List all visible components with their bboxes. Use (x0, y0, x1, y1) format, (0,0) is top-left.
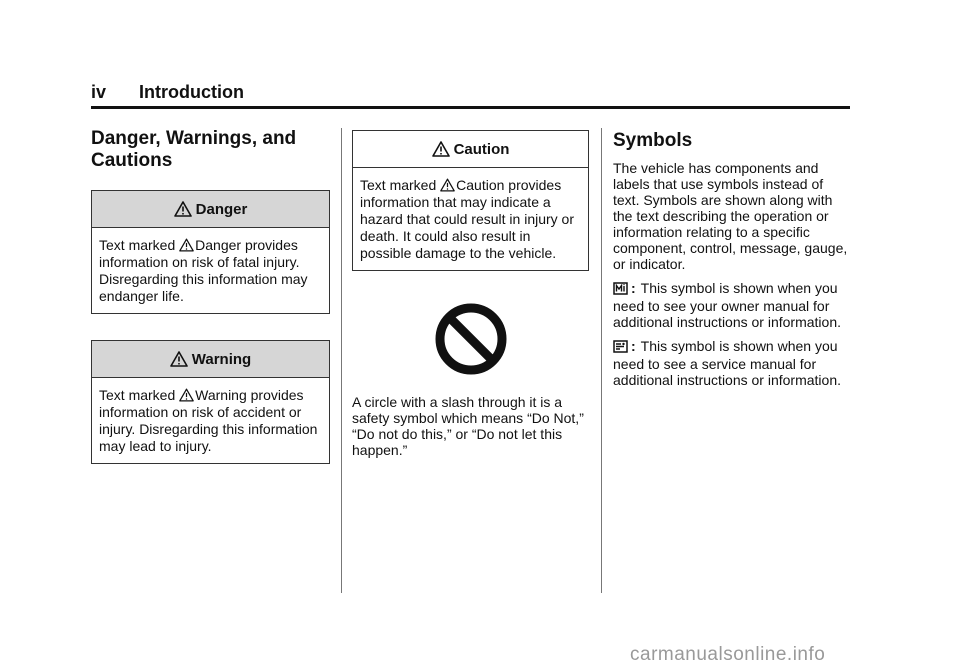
danger-prefix: Text marked (99, 237, 176, 253)
warning-text (92, 378, 329, 463)
warning-rest: information on risk of accident or injury. Disregarding this information may lead to injury. (99, 404, 318, 454)
circle-slash-text: A circle with a slash through it is a safety symbol which means “Do Not,” “Do not do this,” or “Do not let this happen.” (352, 394, 584, 458)
owner-manual-text-rest: you need to see your owner manual for additional instructions or information. (613, 280, 842, 330)
warning-triangle-icon (179, 388, 194, 402)
service-manual-text-first: This symbol is shown when (640, 338, 812, 354)
caution-title: Caution (453, 140, 510, 158)
column-divider (341, 128, 342, 593)
service-manual-entry (613, 338, 850, 388)
warning-triangle-icon (440, 178, 455, 192)
symbols-heading: Symbols (613, 130, 693, 151)
page-number: iv (91, 82, 107, 102)
caution-word: Caution provides (456, 177, 562, 193)
warning-word: Warning provides (195, 387, 304, 403)
warning-triangle-icon (432, 141, 450, 157)
no-symbol-icon (434, 302, 508, 381)
caution-box (352, 130, 589, 271)
owner-manual-text-first: This symbol is shown when (640, 280, 812, 296)
symbols-intro: The vehicle has components and labels that use symbols instead of text. Symbols are shown along with the text describing the operation or information relating to a specific component, control, message, gauge, or indicator. (613, 160, 848, 272)
caution-box-header (353, 131, 588, 168)
watermark: carmanualsonline.info (630, 644, 826, 665)
service-manual-text-rest: you need to see a service manual for additional instructions or information. (613, 338, 842, 388)
danger-rest: information on risk of fatal injury. Disregarding this information may endanger life. (99, 254, 308, 304)
service-manual-colon: : (631, 338, 636, 354)
caution-rest: information that may indicate a hazard that could result in injury or death. It could also result in possible damage to the vehicle. (360, 194, 574, 261)
warning-triangle-icon (179, 238, 194, 252)
danger-title: Danger (195, 200, 248, 218)
column-2 (352, 128, 589, 458)
section-title: Introduction (139, 82, 244, 102)
owner-manual-entry (613, 280, 850, 330)
owner-manual-icon (613, 282, 628, 298)
caution-prefix: Text marked (360, 177, 437, 193)
danger-text (92, 228, 329, 313)
column-divider (601, 128, 602, 593)
warning-box (91, 340, 330, 464)
section-heading: Danger, Warnings, and Cautions (91, 128, 297, 171)
warning-box-header (92, 341, 329, 378)
column-1 (91, 128, 330, 464)
warning-prefix: Text marked (99, 387, 176, 403)
warning-triangle-icon (174, 201, 192, 217)
danger-box-header (92, 191, 329, 228)
warning-triangle-icon (170, 351, 188, 367)
page-header (91, 82, 850, 109)
danger-word: Danger provides (195, 237, 298, 253)
column-3 (613, 128, 850, 388)
service-manual-icon (613, 340, 628, 356)
caution-text (353, 168, 588, 270)
owner-manual-colon: : (631, 280, 636, 296)
warning-title: Warning (191, 350, 252, 368)
danger-box (91, 190, 330, 314)
